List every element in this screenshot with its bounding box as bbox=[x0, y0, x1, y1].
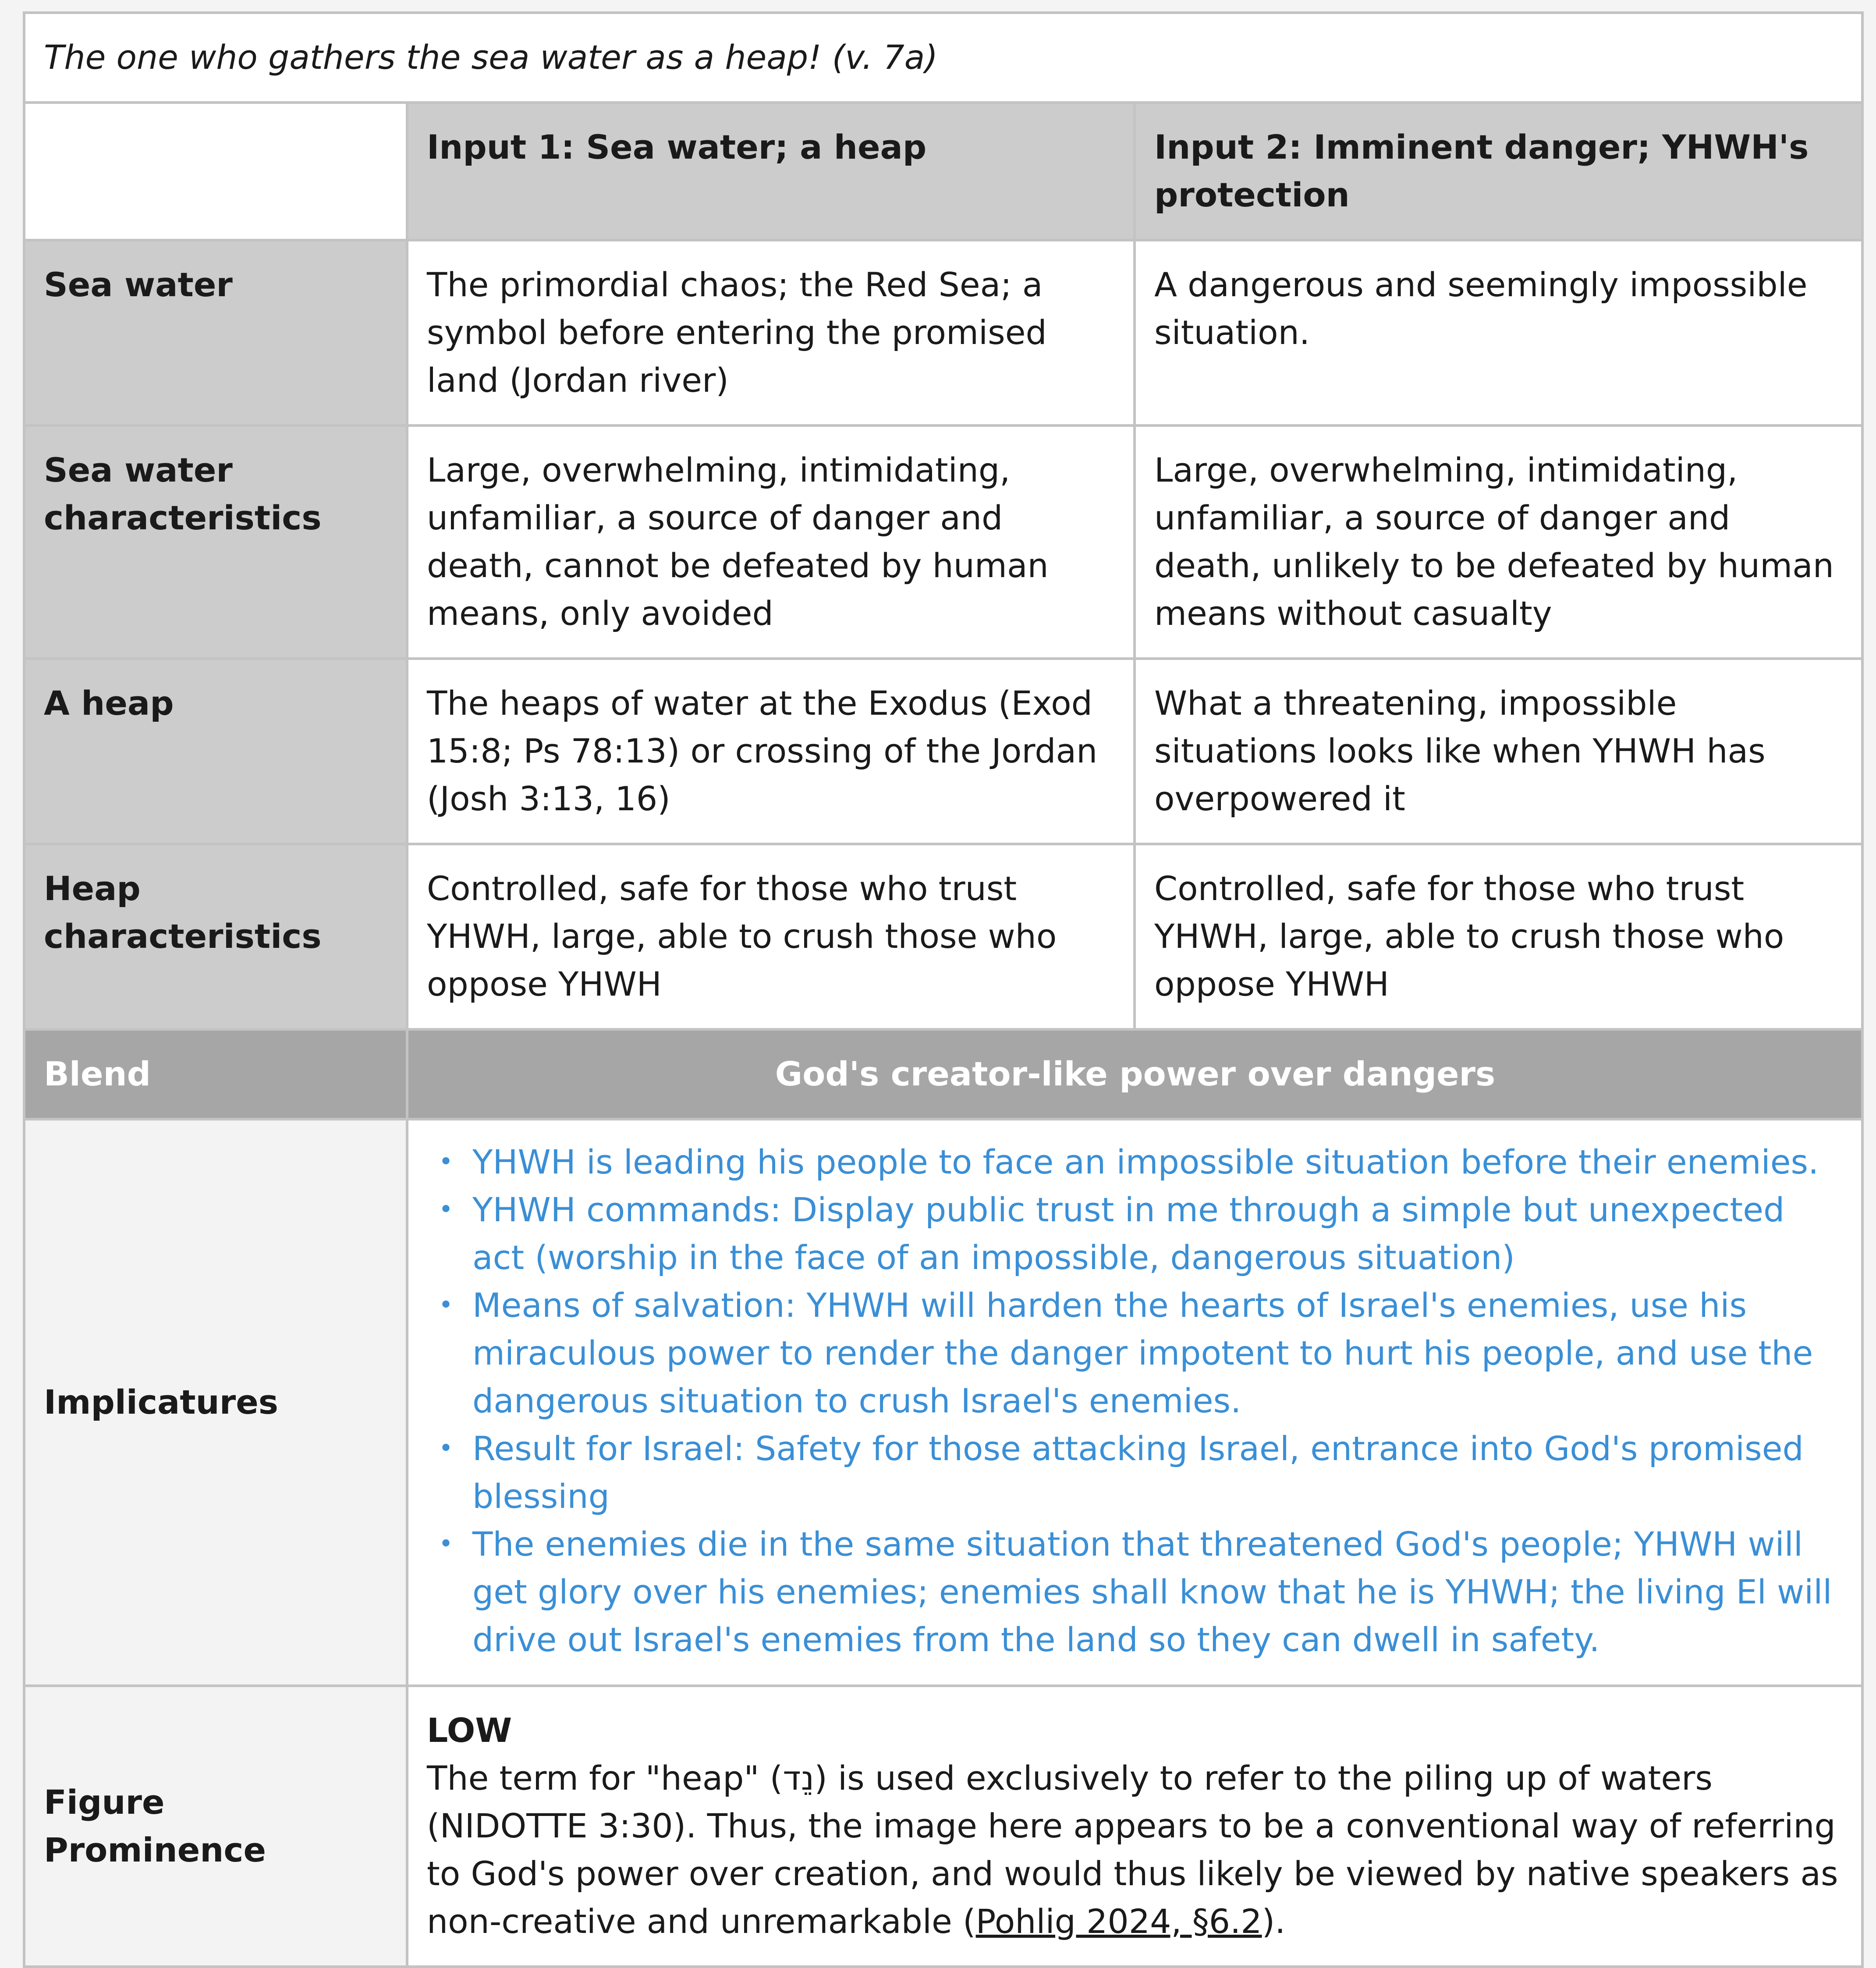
list-item: • Result for Israel: Safety for those attacking Israel, entrance into God's promised blessing bbox=[472, 1425, 1844, 1520]
list-item: • YHWH is leading his people to face an impossible situation before their enemies. bbox=[472, 1138, 1844, 1186]
bullet-icon: • bbox=[439, 1195, 454, 1224]
blend-label: Blend bbox=[24, 1029, 407, 1119]
prominence-level: LOW bbox=[427, 1711, 512, 1750]
implicatures-row bbox=[24, 1119, 1862, 1686]
implicatures-cell bbox=[407, 1119, 1862, 1686]
list-item: • The enemies die in the same situation that threatened God's people; YHWH will get glory over his enemies; enemies shall know that he is YHWH; the living El will drive out Israel's enemies from the land so they can dwell in safety. bbox=[472, 1520, 1844, 1663]
column-header-input1: Input 1: Sea water; a heap bbox=[407, 103, 1135, 240]
prominence-text-end: ). bbox=[1262, 1902, 1286, 1941]
bullet-icon: • bbox=[439, 1291, 454, 1319]
prominence-label: Figure Prominence bbox=[24, 1686, 407, 1967]
column-header-input2: Input 2: Imminent danger; YHWH's protection bbox=[1135, 103, 1862, 240]
blend-analysis-table bbox=[23, 11, 1864, 1968]
blend-row bbox=[24, 1029, 1862, 1119]
prominence-row bbox=[24, 1686, 1862, 1967]
blend-title: God's creator-like power over dangers bbox=[407, 1029, 1862, 1119]
cell-input1: Controlled, safe for those who trust YHWH, large, able to crush those who oppose YHWH bbox=[407, 844, 1135, 1029]
bullet-icon: • bbox=[439, 1530, 454, 1558]
table-row bbox=[24, 426, 1862, 659]
caption-row bbox=[24, 13, 1862, 103]
cell-input2: What a threatening, impossible situations looks like when YHWH has overpowered it bbox=[1135, 659, 1862, 844]
row-label-a-heap: A heap bbox=[24, 659, 407, 844]
table-row bbox=[24, 844, 1862, 1029]
list-item: • Means of salvation: YHWH will harden the hearts of Israel's enemies, use his miraculous power to render the danger impotent to hurt his people, and use the dangerous situation to crush Israel's enemies. bbox=[472, 1281, 1844, 1425]
bullet-icon: • bbox=[439, 1434, 454, 1463]
list-item: • YHWH commands: Display public trust in me through a simple but unexpected act (worship in the face of an impossible, dangerous situation) bbox=[472, 1186, 1844, 1281]
row-label-sea-water: Sea water bbox=[24, 240, 407, 426]
cell-input2: Controlled, safe for those who trust YHWH, large, able to crush those who oppose YHWH bbox=[1135, 844, 1862, 1029]
table-row bbox=[24, 240, 1862, 426]
prominence-cell bbox=[407, 1686, 1862, 1967]
cell-input1: The primordial chaos; the Red Sea; a symbol before entering the promised land (Jordan river) bbox=[407, 240, 1135, 426]
implicatures-label: Implicatures bbox=[24, 1119, 407, 1686]
prominence-text: The term for "heap" (נֵד) is used exclusively to refer to the piling up of waters (NIDOTTE 3:30). Thus, the image here appears to be a conventional way of referring to God's power over creation, and would thus likely be viewed by native speakers as non-creative and unremarkable ( bbox=[427, 1759, 1838, 1941]
header-row bbox=[24, 103, 1862, 240]
cell-input2: Large, overwhelming, intimidating, unfamiliar, a source of danger and death, unlikely to be defeated by human means without casualty bbox=[1135, 426, 1862, 659]
table-caption: The one who gathers the sea water as a heap! (v. 7a) bbox=[24, 13, 1862, 103]
cell-input2: A dangerous and seemingly impossible situation. bbox=[1135, 240, 1862, 426]
bullet-icon: • bbox=[439, 1148, 454, 1176]
citation-link[interactable]: Pohlig 2024, §6.2 bbox=[975, 1902, 1262, 1941]
implicatures-list bbox=[427, 1138, 1844, 1663]
row-label-heap-characteristics: Heap characteristics bbox=[24, 844, 407, 1029]
row-label-sea-water-characteristics: Sea water characteristics bbox=[24, 426, 407, 659]
cell-input1: The heaps of water at the Exodus (Exod 15:8; Ps 78:13) or crossing of the Jordan (Josh 3:13, 16) bbox=[407, 659, 1135, 844]
empty-header-cell bbox=[24, 103, 407, 240]
cell-input1: Large, overwhelming, intimidating, unfamiliar, a source of danger and death, cannot be defeated by human means, only avoided bbox=[407, 426, 1135, 659]
table-row bbox=[24, 659, 1862, 844]
